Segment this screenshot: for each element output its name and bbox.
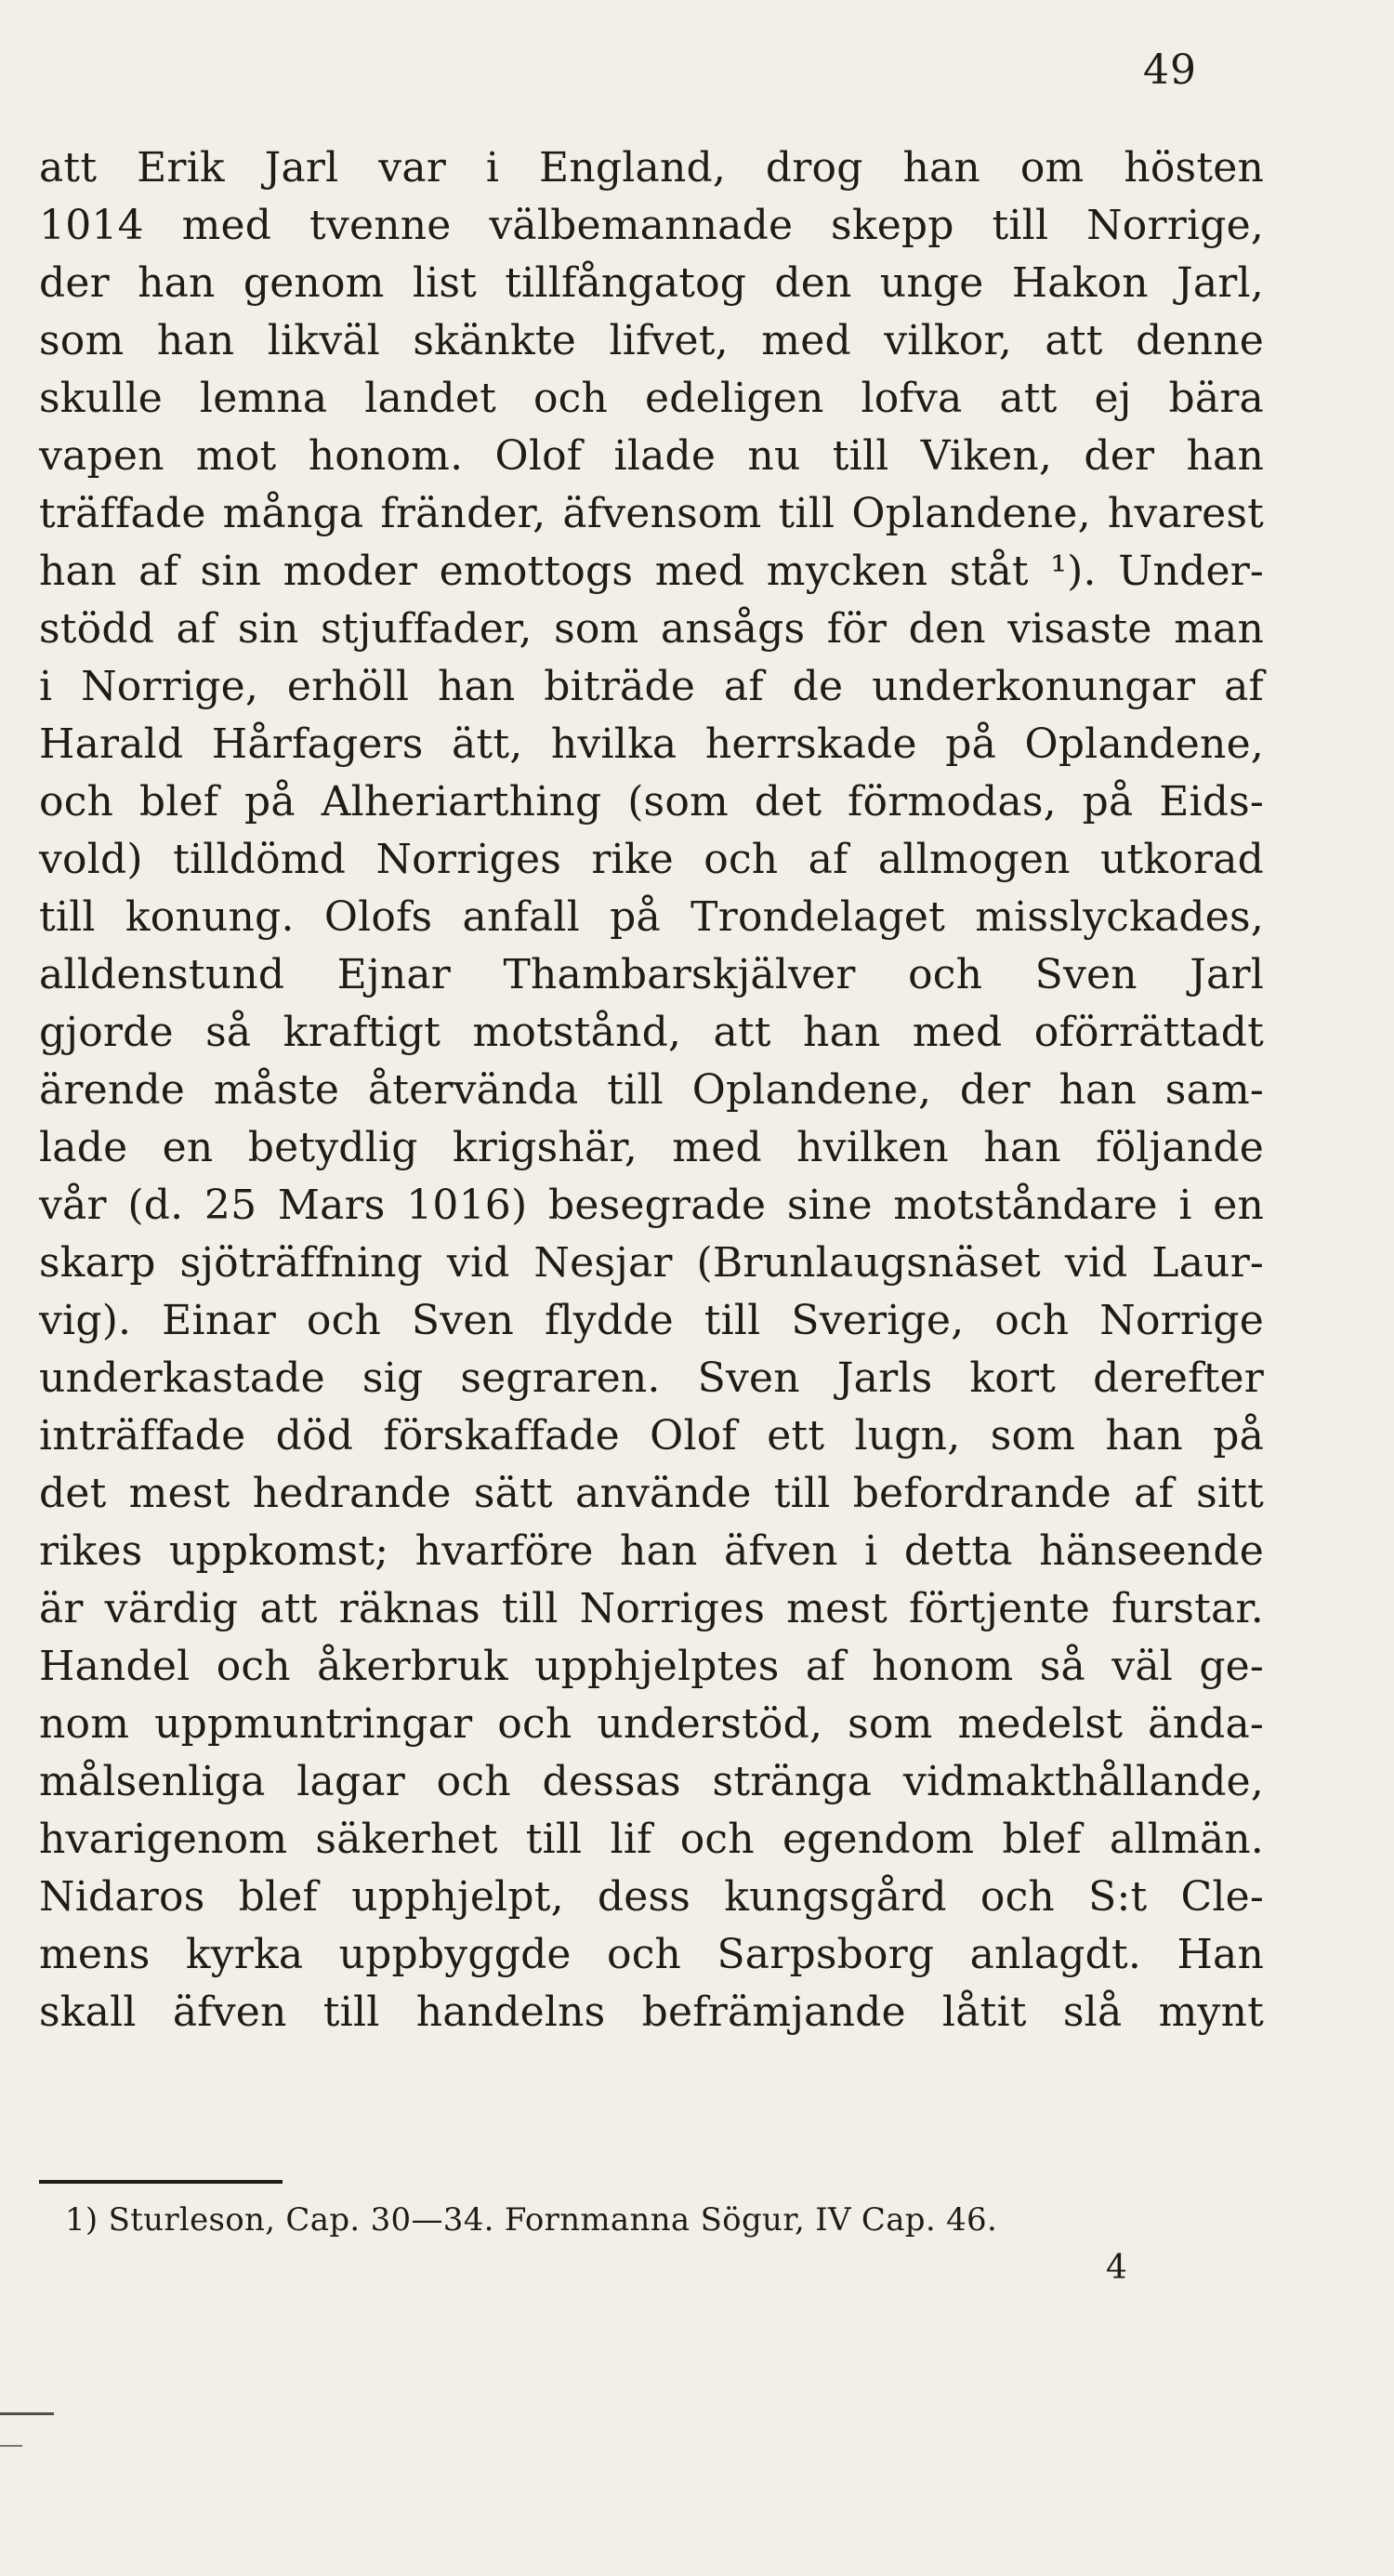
text-line: som han likväl skänkte lifvet, med vilkor, att denne <box>39 317 1264 364</box>
text-line: det mest hedrande sätt använde till befordrande af sitt <box>39 1470 1264 1517</box>
text-line: vig). Einar och Sven flydde till Sverige, och Norrige <box>39 1297 1264 1344</box>
text-line: underkastade sig segraren. Sven Jarls kort derefter <box>39 1354 1264 1402</box>
text-line: vapen mot honom. Olof ilade nu till Viken, der han <box>39 432 1264 480</box>
text-line: vold) tilldömd Norriges rike och af allmogen utkorad <box>39 836 1264 883</box>
scan-artifact-mark <box>0 2445 22 2447</box>
text-line: ärende måste återvända till Oplandene, der han sam- <box>39 1066 1264 1114</box>
text-line: skulle lemna landet och edeligen lofva att ej bära <box>39 375 1264 422</box>
text-line: hvarigenom säkerhet till lif och egendom blef allmän. <box>39 1816 1264 1863</box>
text-line: gjorde så kraftigt motstånd, att han med oförrättadt <box>39 1009 1264 1056</box>
text-line: alldenstund Ejnar Thambarskjälver och Sven Jarl <box>39 951 1264 998</box>
text-line: mens kyrka uppbyggde och Sarpsborg anlagdt. Han <box>39 1931 1264 1978</box>
text-line: stödd af sin stjuffader, som ansågs för den visaste man <box>39 605 1264 653</box>
text-line: skall äfven till handelns befrämjande låtit slå mynt <box>39 1988 1264 2036</box>
text-line: lade en betydlig krigshär, med hvilken han följande <box>39 1124 1264 1171</box>
page-number: 49 <box>1143 46 1197 94</box>
text-line: vår (d. 25 Mars 1016) besegrade sine motståndare i en <box>39 1182 1264 1229</box>
text-line: Handel och åkerbruk upphjelptes af honom så väl ge- <box>39 1643 1264 1690</box>
footnote-rule <box>39 2180 283 2184</box>
text-line: träffade många fränder, äfvensom till Oplandene, hvarest <box>39 490 1264 537</box>
text-line: till konung. Olofs anfall på Trondelaget misslyckades, <box>39 893 1264 941</box>
text-line: inträffade död förskaffade Olof ett lugn, som han på <box>39 1412 1264 1460</box>
text-line: är värdig att räknas till Norriges mest förtjente furstar. <box>39 1585 1264 1632</box>
footnote: 1) Sturleson, Cap. 30—34. Fornmanna Sögur, IV Cap. 46. <box>65 2201 998 2239</box>
text-line: målsenliga lagar och dessas stränga vidmakthållande, <box>39 1758 1264 1805</box>
text-line: 1014 med tvenne välbemannade skepp till Norrige, <box>39 202 1264 249</box>
text-line: och blef på Alheriarthing (som det förmodas, på Eids- <box>39 778 1264 826</box>
text-line: Nidaros blef upphjelpt, dess kungsgård och S:t Cle- <box>39 1873 1264 1921</box>
signature-mark: 4 <box>1106 2249 1127 2287</box>
scan-artifact-mark <box>0 2412 54 2415</box>
text-line: i Norrige, erhöll han biträde af de underkonungar af <box>39 663 1264 710</box>
text-line: skarp sjöträffning vid Nesjar (Brunlaugsnäset vid Laur- <box>39 1239 1264 1287</box>
text-line: Harald Hårfagers ätt, hvilka herrskade på Oplandene, <box>39 720 1264 768</box>
main-text-block <box>39 139 1264 2041</box>
text-line: der han genom list tillfångatog den unge Hakon Jarl, <box>39 259 1264 307</box>
text-line: nom uppmuntringar och understöd, som medelst ända- <box>39 1700 1264 1748</box>
text-line: rikes uppkomst; hvarföre han äfven i detta hänseende <box>39 1527 1264 1575</box>
text-line: att Erik Jarl var i England, drog han om hösten <box>39 144 1264 192</box>
text-line: han af sin moder emottogs med mycken ståt ¹). Under- <box>39 548 1264 595</box>
